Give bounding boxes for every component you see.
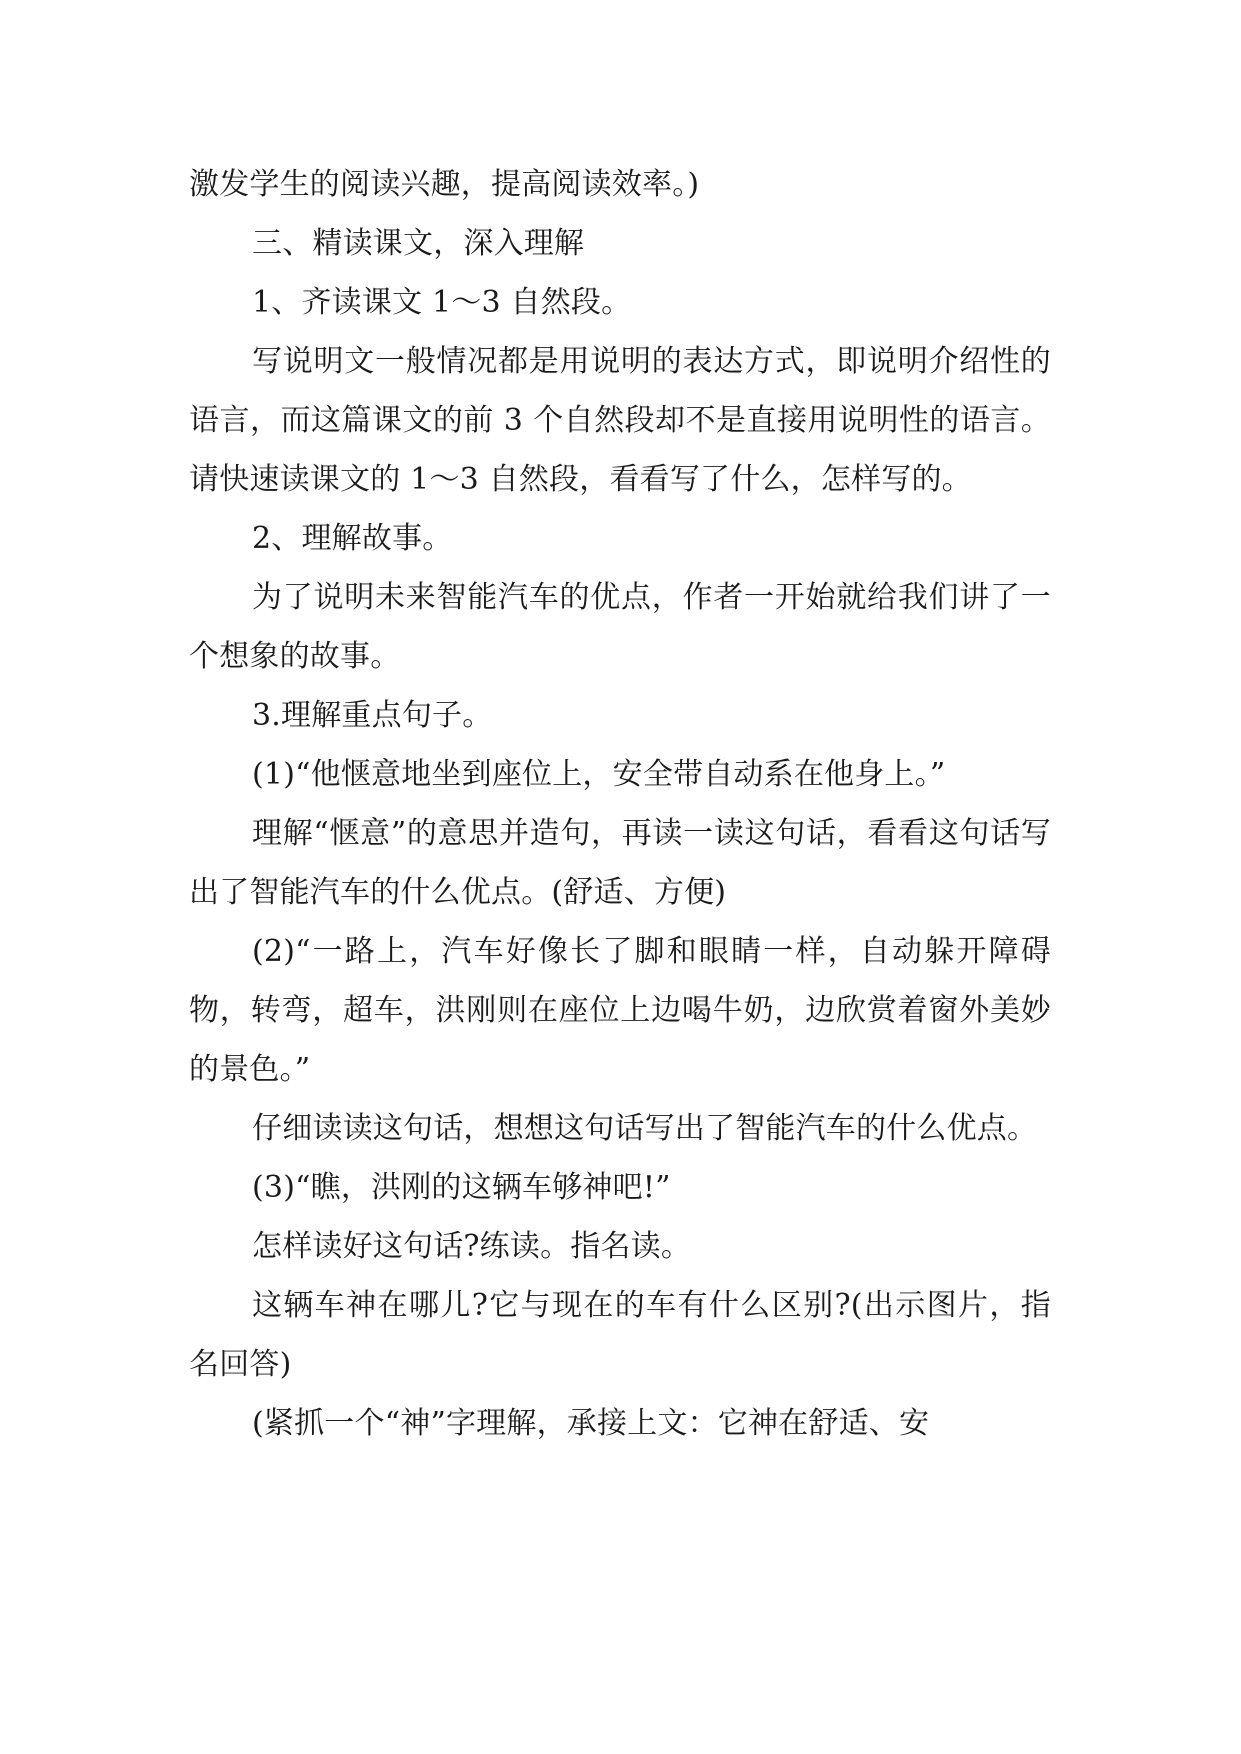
paragraph-sentence-1-task: 理解“惬意”的意思并造句，再读一读这句话，看看这句话写出了智能汽车的什么优点。(舒适、方便) [189,816,1051,910]
step-heading-3: 3.理解重点句子。 [252,698,493,733]
quote-sentence-3: (3)“瞧，洪刚的这辆车够神吧!” [252,1170,671,1205]
quote-sentence-2: (2)“一路上，汽车好像长了脚和眼睛一样，自动躲开障碍物，转弯，超车，洪刚则在座位上边喝牛奶，边欣赏着窗外美妙的景色。” [189,934,1051,1087]
step-heading-2: 2、理解故事。 [252,521,453,556]
document-body [189,155,1051,1453]
paragraph-explanation: 写说明文一般情况都是用说明的表达方式，即说明介绍性的语言，而这篇课文的前 3 个自然段却不是直接用说明性的语言。请快速读课文的 1～3 自然段，看看写了什么，怎样写的。 [189,344,1051,497]
quote-sentence-1: (1)“他惬意地坐到座位上，安全带自动系在他身上。” [252,757,946,792]
step-heading-1: 1、齐读课文 1～3 自然段。 [252,285,632,320]
paragraph-sentence-2-task: 仔细读读这句话，想想这句话写出了智能汽车的什么优点。 [252,1111,1038,1146]
section-heading-3: 三、精读课文，深入理解 [252,226,585,261]
paragraph-story: 为了说明未来智能汽车的优点，作者一开始就给我们讲了一个想象的故事。 [189,580,1051,674]
paragraph-question: 这辆车神在哪儿?它与现在的车有什么区别?(出示图片，指名回答) [189,1288,1051,1382]
paragraph-1: 激发学生的阅读兴趣，提高阅读效率。) [189,167,700,202]
paragraph-reading-task: 怎样读好这句话?练读。指名读。 [252,1229,692,1264]
paragraph-note: (紧抓一个“神”字理解，承接上文：它神在舒适、安 [252,1406,930,1441]
